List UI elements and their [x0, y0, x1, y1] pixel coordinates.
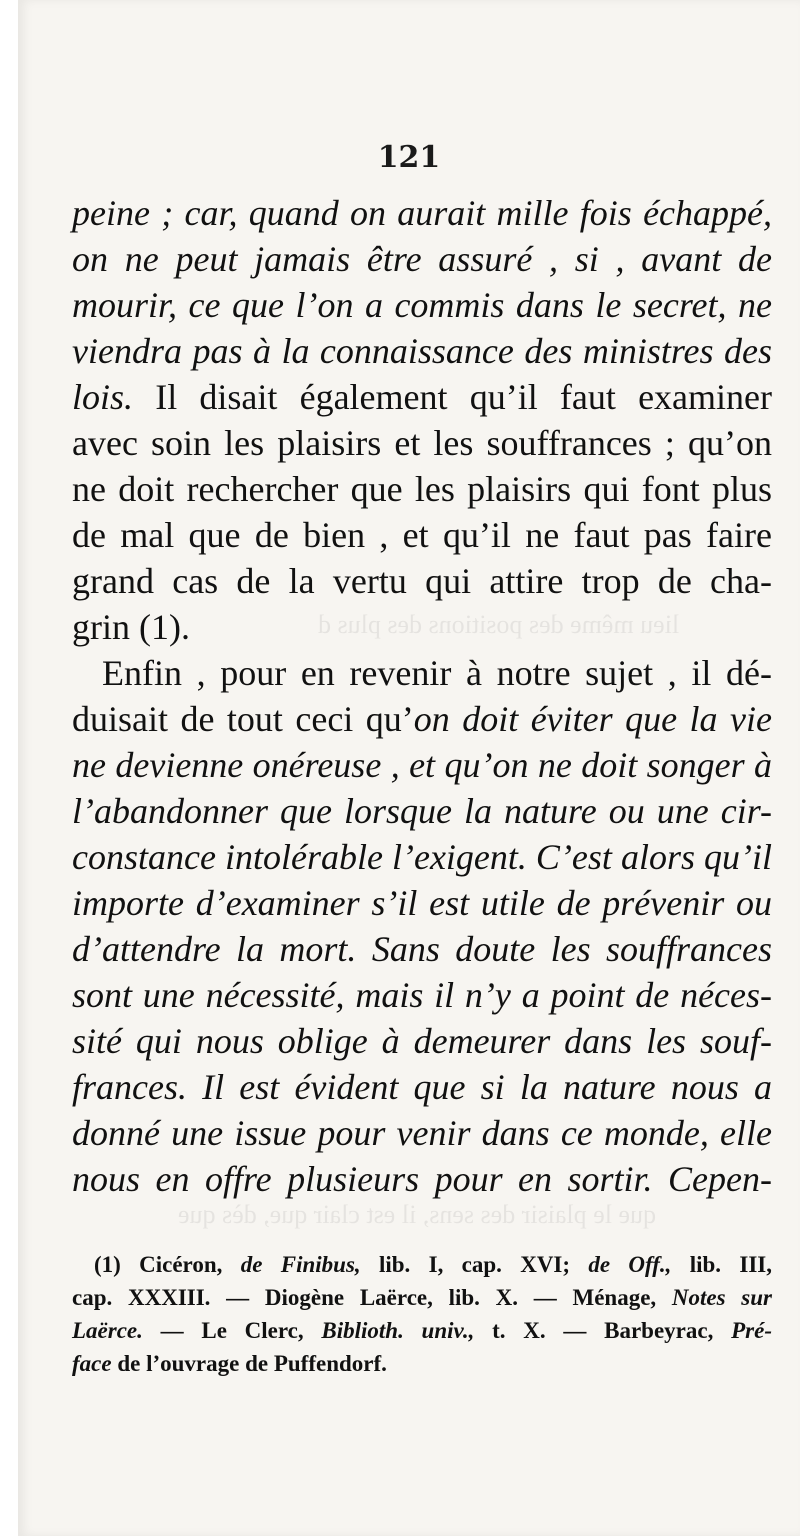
footnote-line [72, 1248, 772, 1281]
text-line [72, 190, 772, 236]
text-line [72, 1156, 772, 1202]
text-line [72, 328, 772, 374]
italic-text: nous en offre plusieurs pour en sortir. Cepen- [72, 1159, 772, 1199]
italic-text: Notes sur [671, 1285, 772, 1310]
roman-text: Il disait également qu’il faut examiner [133, 377, 772, 417]
roman-text: grin (1). [72, 607, 190, 647]
text-line [72, 1110, 772, 1156]
roman-text: Enfin , pour en revenir à notre sujet , il dé- [102, 653, 772, 693]
italic-text: donné une issue pour venir dans ce monde, elle [72, 1113, 772, 1153]
italic-text: d’attendre la mort. Sans doute les souffrances [72, 929, 772, 969]
text-line [72, 788, 772, 834]
roman-text: de mal que de bien , et qu’il ne faut pas faire [72, 515, 772, 555]
roman-text: t. X. — Barbeyrac, [474, 1318, 732, 1343]
text-line [72, 880, 772, 926]
italic-text: on doit éviter que la vie [413, 699, 772, 739]
italic-text: sont une nécessité, mais il n’y a point de néces- [72, 975, 772, 1015]
italic-text: frances. Il est évident que si la nature nous a [72, 1067, 772, 1107]
roman-text: — Le Clerc, [142, 1318, 322, 1343]
italic-text: Pré- [731, 1318, 772, 1343]
roman-text: grand cas de la vertu qui attire trop de cha- [72, 561, 772, 601]
italic-text: mourir, ce que l’on a commis dans le secret, ne [72, 285, 772, 325]
text-line [72, 466, 772, 512]
text-line [72, 282, 772, 328]
text-line [72, 512, 772, 558]
footnote-line [72, 1347, 772, 1380]
roman-text: ne doit rechercher que les plaisirs qui font plus [72, 469, 772, 509]
text-line [72, 742, 772, 788]
book-page [18, 0, 800, 1536]
text-line [72, 374, 772, 420]
roman-text: lib. I, cap. XVI; [360, 1252, 589, 1277]
italic-text: sité qui nous oblige à demeurer dans les souf- [72, 1021, 772, 1061]
italic-text: Biblioth. univ., [321, 1318, 475, 1343]
roman-text: duisait de tout ceci qu’ [72, 699, 414, 739]
bleed-through-text: lieu même des positions des plus d [318, 610, 680, 639]
footnotes [72, 1248, 772, 1380]
text-line [72, 558, 772, 604]
italic-text: l’abandonner que lorsque la nature ou une cir- [72, 791, 772, 831]
roman-text: lib. III, [671, 1252, 772, 1277]
italic-text: viendra pas à la connaissance des ministres des [72, 331, 772, 371]
footnote-line [72, 1314, 772, 1347]
roman-text: (1) Cicéron, [94, 1252, 241, 1277]
text-line [72, 1064, 772, 1110]
roman-text: cap. XXXIII. — Diogène Laërce, lib. X. — Ménage, [72, 1285, 672, 1310]
page-number: 121 [377, 140, 441, 175]
roman-text: avec soin les plaisirs et les souffrances ; qu’on [72, 423, 772, 463]
text-line [72, 604, 772, 650]
bleed-through-text: que le plaisir des sens, il est clair que, dès que [178, 1200, 656, 1229]
roman-text: de l’ouvrage de Puffendorf. [111, 1351, 387, 1376]
italic-text: importe d’examiner s’il est utile de prévenir ou [72, 883, 772, 923]
italic-text: lois. [72, 377, 134, 417]
text-line [72, 1018, 772, 1064]
italic-text: ne devienne onéreuse , et qu’on ne doit songer à [72, 745, 772, 785]
text-line [72, 696, 772, 742]
italic-text: on ne peut jamais être assuré , si , avant de [72, 239, 772, 279]
text-line [72, 420, 772, 466]
text-line [72, 650, 772, 696]
italic-text: face [72, 1351, 112, 1376]
body-text [72, 190, 772, 1202]
text-line [72, 834, 772, 880]
text-line [72, 926, 772, 972]
footnote-line [72, 1281, 772, 1314]
italic-text: Laërce. [72, 1318, 143, 1343]
italic-text: constance intolérable l’exigent. C’est alors qu’il [72, 837, 772, 877]
text-line [72, 972, 772, 1018]
italic-text: peine ; car, quand on aurait mille fois échappé, [72, 193, 772, 233]
text-line [72, 236, 772, 282]
italic-text: de Off., [588, 1252, 672, 1277]
italic-text: de Finibus, [240, 1252, 361, 1277]
